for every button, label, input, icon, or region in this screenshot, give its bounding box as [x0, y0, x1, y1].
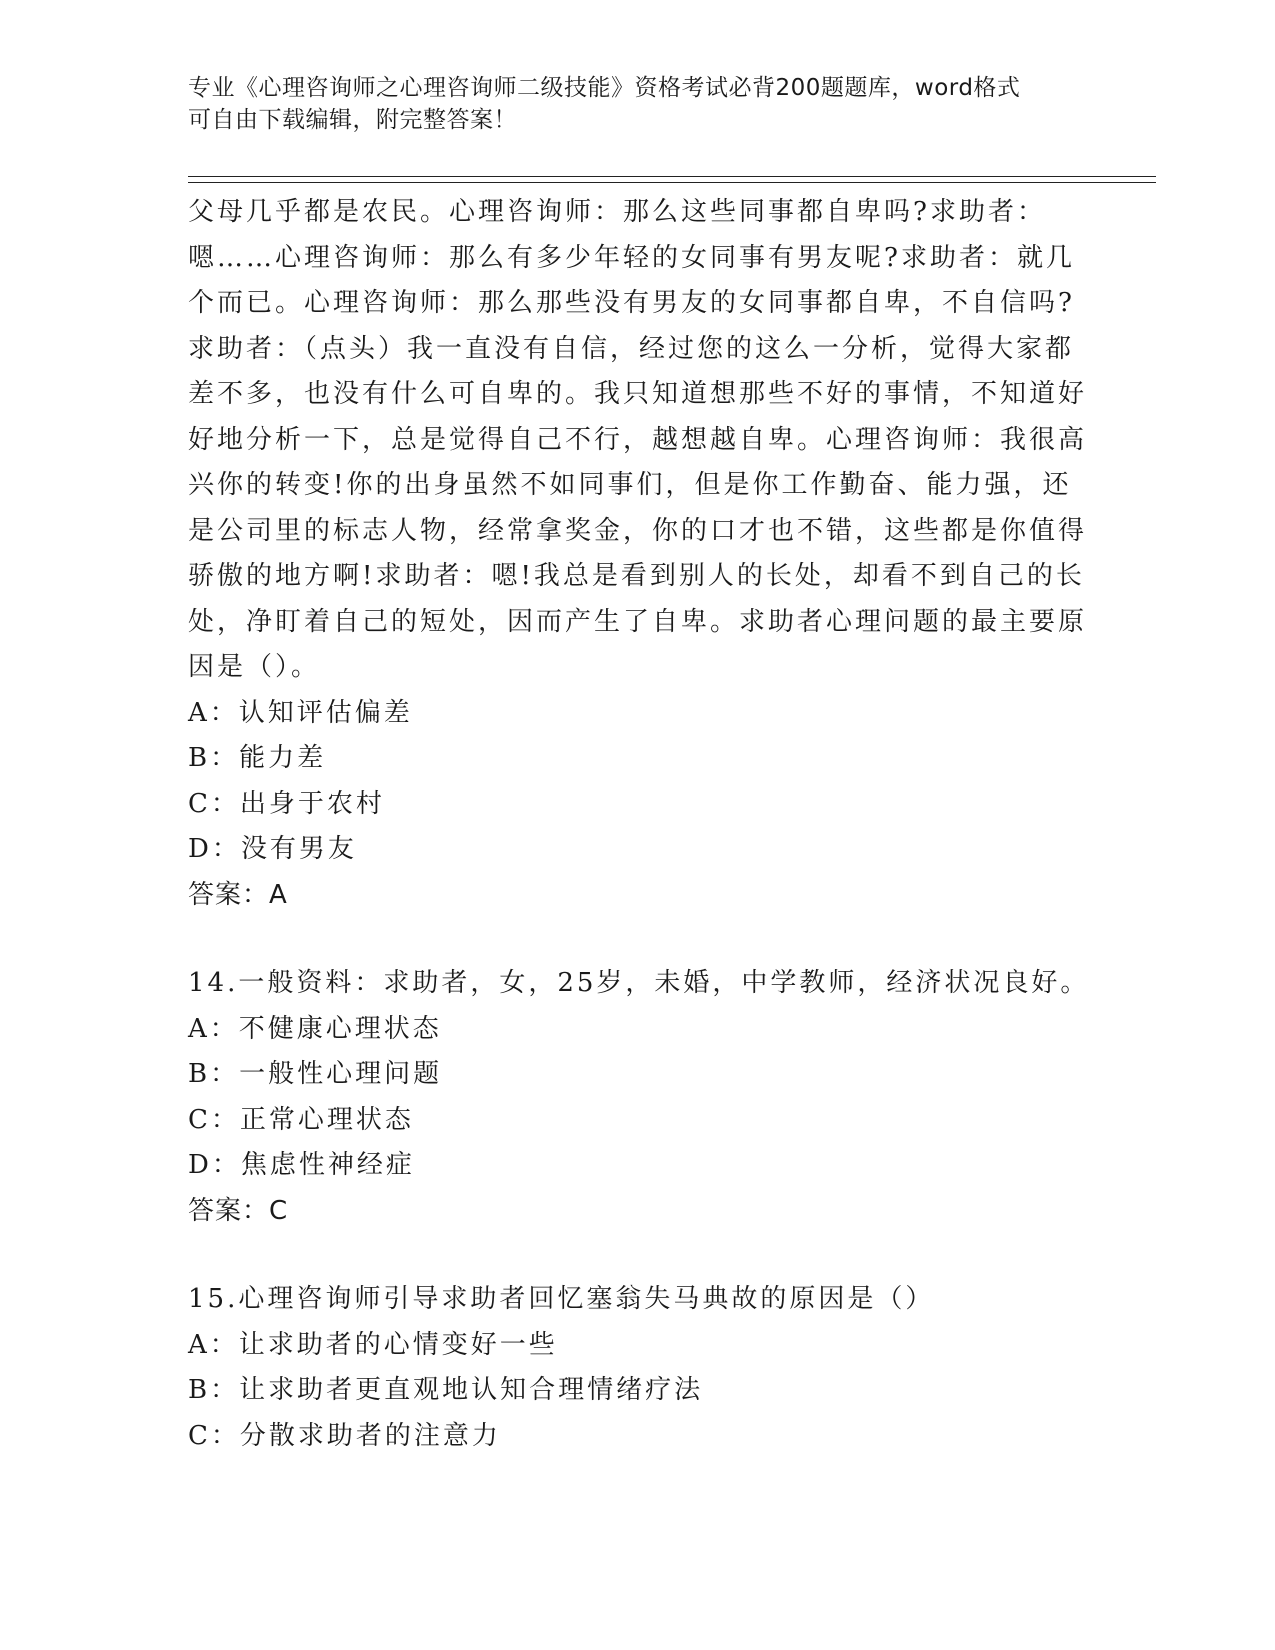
question-15-option-b: B：让求助者更直观地认知合理情绪疗法 [188, 1375, 704, 1405]
question-14-option-a: A：不健康心理状态 [188, 1013, 442, 1044]
question-15-stem: 15.心理咨询师引导求助者回忆塞翁失马典故的原因是（） [188, 1284, 935, 1314]
question-14-option-b: B：一般性心理问题 [188, 1059, 443, 1089]
header-title-line-1: 专业《心理咨询师之心理咨询师二级技能》资格考试必背200题题库，word格式 [188, 75, 1021, 101]
question-15-option-a: A：让求助者的心情变好一些 [188, 1329, 558, 1360]
question-13-option-d: D：没有男友 [188, 834, 357, 864]
document-body [188, 190, 1093, 1459]
question-14-option-d: D：焦虑性神经症 [188, 1150, 415, 1180]
question-15 [188, 1277, 1093, 1459]
question-13-option-b: B：能力差 [188, 743, 327, 773]
question-15-option-c: C：分散求助者的注意力 [188, 1420, 501, 1451]
question-13 [188, 190, 1093, 918]
question-13-stem: 父母几乎都是农民。心理咨询师：那么这些同事都自卑吗?求助者：嗯……心理咨询师：那么有多少年轻的女同事有男友呢?求助者：就几个而已。心理咨询师：那么那些没有男友的女同事都自卑，不自信吗?求助者：（点头）我一直没有自信，经过您的这么一分析，觉得大家都差不多，也没有什么可自卑的。我只知道想那些不好的事情，不知道好好地分析一下，总是觉得自己不行，越想越自卑。心理咨询师：我很高兴你的转变!你的出身虽然不如同事们，但是你工作勤奋、能力强，还是公司里的标志人物，经常拿奖金，你的口才也不错，这些都是你值得骄傲的地方啊!求助者：嗯!我总是看到别人的长处，却看不到自己的长处，净盯着自己的短处，因而产生了自卑。求助者心理问题的最主要原因是（）。 [188, 197, 1088, 682]
question-14-stem: 14.一般资料：求助者，女，25岁，未婚，中学教师，经济状况良好。 [188, 968, 1090, 998]
question-14 [188, 961, 1093, 1234]
question-14-answer: 答案：C [188, 1195, 289, 1226]
question-13-option-c: C：出身于农村 [188, 788, 385, 819]
question-13-option-a: A：认知评估偏差 [188, 697, 413, 728]
header-title-line-2: 可自由下载编辑，附完整答案！ [188, 107, 517, 133]
header-double-rule [188, 176, 1156, 183]
question-13-answer: 答案：A [188, 879, 288, 910]
question-14-option-c: C：正常心理状态 [188, 1104, 414, 1135]
page-header [188, 72, 1068, 136]
